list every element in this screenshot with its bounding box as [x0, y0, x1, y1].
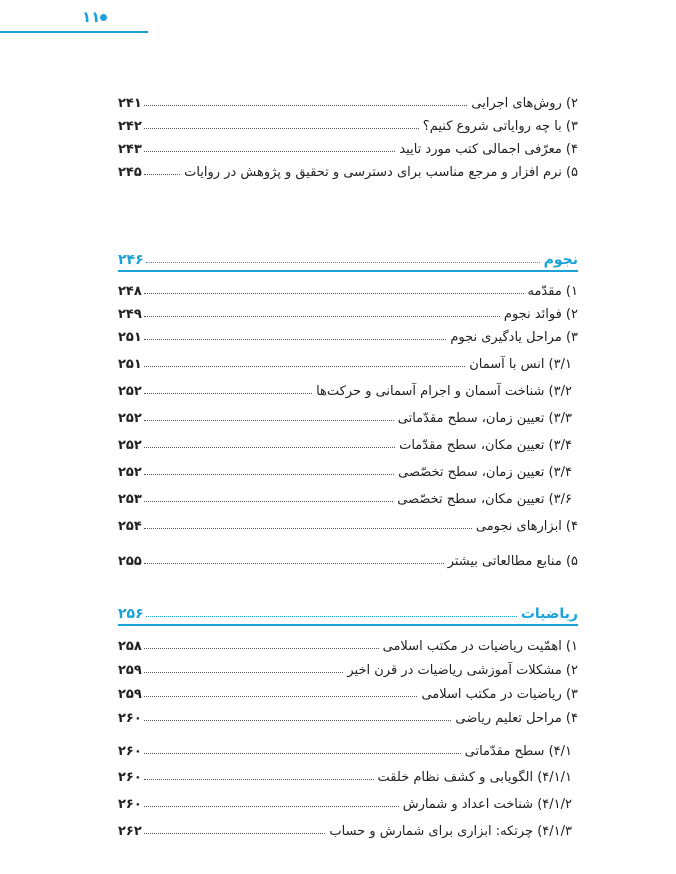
toc-entry-page: ۲۴۹ [118, 306, 142, 322]
toc-entry[interactable] [118, 726, 578, 759]
toc-entry[interactable] [118, 759, 578, 785]
toc-entry-title: ۲) مشکلات آموزشی ریاضیات در قرن اخیر [347, 662, 578, 678]
chapter-rule [118, 624, 578, 626]
toc-entry[interactable] [118, 678, 578, 702]
toc-chapter-heading[interactable] [118, 596, 578, 622]
toc-entry[interactable] [118, 322, 578, 345]
leader-dots [144, 339, 447, 340]
toc-entry[interactable] [118, 345, 578, 372]
toc-entry-page: ۲۵۲ [118, 383, 142, 399]
leader-dots [144, 151, 396, 152]
toc-entry-page: ۲۵۴ [118, 518, 142, 534]
toc-entry[interactable] [118, 399, 578, 426]
leader-dots [144, 806, 399, 807]
toc-entry-title: ۵) نرم افزار و مرجع مناسب برای دسترسی و تحقیق و پژوهش در روایات [184, 165, 578, 180]
toc-entry-page: ۲۴۸ [118, 283, 142, 299]
leader-dots [144, 528, 472, 529]
toc-entry[interactable] [118, 453, 578, 480]
toc-entry[interactable] [118, 702, 578, 726]
toc-section-astronomy [118, 242, 578, 569]
toc-entry-page: ۲۵۱ [118, 356, 142, 372]
toc-entry-page: ۲۵۳ [118, 491, 142, 507]
toc-entry-page: ۲۶۰ [118, 743, 142, 759]
chapter-rule [118, 270, 578, 272]
toc-entry-page: ۲۴۳ [118, 142, 142, 157]
leader-dots [144, 316, 500, 317]
toc-entry[interactable] [118, 812, 578, 839]
leader-dots [146, 262, 540, 263]
leader-dots [144, 293, 524, 294]
toc-entry-title: ۲) فوائد نجوم [503, 306, 578, 322]
toc-entry-page: ۲۶۲ [118, 823, 142, 839]
toc-entry[interactable] [118, 507, 578, 534]
toc-entry-title: ۳) با چه روایاتی شروع کنیم؟ [422, 119, 578, 134]
toc-entry-page: ۲۵۹ [118, 686, 142, 702]
toc-chapter-heading[interactable] [118, 242, 578, 268]
toc-entry-title: ۴/۱/۲) شناخت اعداد و شمارش [402, 796, 572, 812]
toc-entry-title: ۳/۶) تعیین مکان، سطح تخصّصی [397, 491, 572, 507]
toc-entry-title: ۴/۱/۳) چرتکه: ابزاری برای شمارش و حساب [329, 823, 572, 839]
toc-entry-page: ۲۴۱ [118, 96, 142, 111]
toc-entry-title: ۴) ابزارهای نجومی [475, 518, 578, 534]
toc-entry[interactable] [118, 134, 578, 157]
toc-entry[interactable] [118, 88, 578, 111]
leader-dots [144, 105, 468, 106]
toc-entry-page: ۲۴۲ [118, 119, 142, 134]
toc-entry-page: ۲۵۲ [118, 437, 142, 453]
leader-dots [144, 672, 344, 673]
leader-dots [144, 420, 394, 421]
page-number: ۱۱ [82, 8, 101, 26]
leader-dots [144, 563, 444, 564]
toc-entry-page: ۲۶۰ [118, 710, 142, 726]
toc-entry[interactable] [118, 630, 578, 654]
chapter-title: ریاضیات [520, 606, 578, 622]
leader-dots [144, 648, 379, 649]
toc-entry-title: ۳) مراحل یادگیری نجوم [450, 329, 578, 345]
toc-entry-title: ۴/۱) سطح مقدّماتی [464, 743, 572, 759]
leader-dots [146, 616, 517, 617]
leader-dots [144, 720, 452, 721]
toc-entry[interactable] [118, 299, 578, 322]
toc-entry[interactable] [118, 480, 578, 507]
toc-entry-page: ۲۶۰ [118, 769, 142, 785]
leader-dots [144, 696, 418, 697]
toc-entry-title: ۳/۱) انس با آسمان [469, 356, 572, 372]
leader-dots [144, 366, 465, 367]
toc-entry[interactable] [118, 785, 578, 812]
toc-entry-title: ۱) مقدّمه [527, 283, 578, 299]
leader-dots [144, 174, 180, 175]
leader-dots [144, 474, 394, 475]
toc-entry-title: ۳) ریاضیات در مکتب اسلامی [421, 686, 578, 702]
toc-entry-page: ۲۵۹ [118, 662, 142, 678]
toc-entry[interactable] [118, 372, 578, 399]
toc-entry-title: ۳/۴) تعیین مکان، سطح مقدّمات [399, 437, 572, 453]
toc-entry-page: ۲۵۱ [118, 329, 142, 345]
toc-entry-title: ۴) مراحل تعلیم ریاضی [455, 710, 578, 726]
toc-entry[interactable] [118, 157, 578, 180]
toc-entry[interactable] [118, 654, 578, 678]
chapter-page: ۲۵۶ [118, 606, 144, 622]
leader-dots [144, 779, 374, 780]
chapter-title: نجوم [543, 252, 578, 268]
toc-entry[interactable] [118, 276, 578, 299]
toc-entry-page: ۲۴۵ [118, 165, 142, 180]
toc-entry-title: ۳/۳) تعیین زمان، سطح مقدّماتی [397, 410, 572, 426]
toc-section-mathematics [118, 596, 578, 839]
toc-entry-page: ۲۶۰ [118, 796, 142, 812]
toc-entry-page: ۲۵۲ [118, 410, 142, 426]
toc-entry-title: ۴) معرّفی اجمالی کتب مورد تایید [399, 142, 578, 157]
toc-section-continued [118, 88, 578, 180]
toc-entry-title: ۴/۱/۱) الگویابی و کشف نظام خلقت [377, 769, 572, 785]
toc-entry-title: ۵) منابع مطالعاتی بیشتر [447, 553, 578, 569]
toc-entry-page: ۲۵۸ [118, 638, 142, 654]
toc-entry[interactable] [118, 534, 578, 569]
leader-dots [144, 833, 326, 834]
toc-entry-title: ۱) اهمّیت ریاضیات در مکتب اسلامی [382, 638, 578, 654]
leader-dots [144, 501, 393, 502]
leader-dots [144, 393, 312, 394]
header-rule [0, 31, 148, 33]
leader-dots [144, 447, 395, 448]
leader-dots [144, 753, 461, 754]
page-number-dot [100, 14, 107, 21]
toc-entry-page: ۲۵۲ [118, 464, 142, 480]
chapter-page: ۲۴۶ [118, 252, 144, 268]
toc-entry[interactable] [118, 111, 578, 134]
leader-dots [144, 128, 419, 129]
toc-entry[interactable] [118, 426, 578, 453]
toc-entry-title: ۲) روش‌های اجرایی [471, 96, 578, 111]
toc-entry-page: ۲۵۵ [118, 553, 142, 569]
toc-entry-title: ۳/۲) شناخت آسمان و اجرام آسمانی و حرکت‌ها [316, 383, 572, 399]
toc-entry-title: ۳/۴) تعیین زمان، سطح تخصّصی [398, 464, 572, 480]
